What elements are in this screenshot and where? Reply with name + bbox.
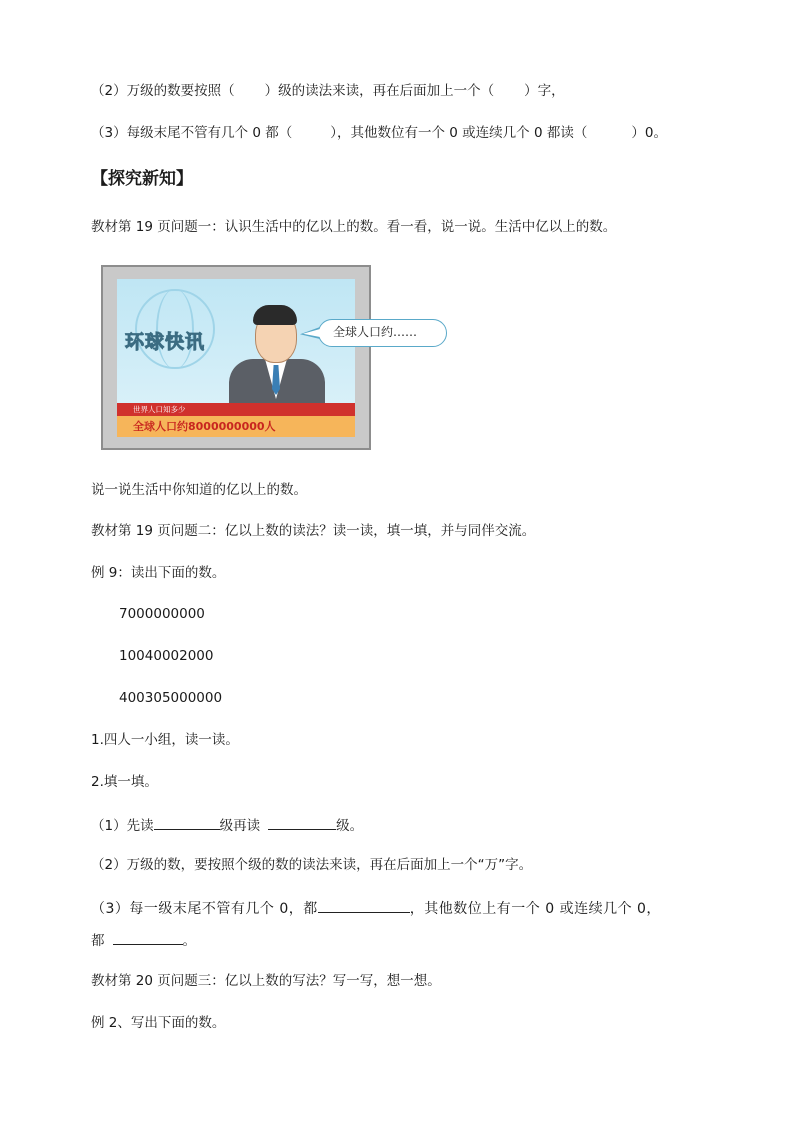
question-line-2 (91, 82, 565, 100)
section-heading: 【探究新知】 (91, 169, 193, 189)
text: 级。 (336, 818, 364, 834)
question-one: 教材第 19 页问题一：认识生活中的亿以上的数。看一看，说一说。生活中亿以上的数。 (91, 219, 617, 235)
text: （3）每一级末尾不管有几个 0，都 (91, 901, 318, 917)
text: 都 (91, 933, 105, 949)
blank-field[interactable] (318, 898, 410, 913)
fill-line-2: （2）万级的数，要按照个级的数的读法来读，再在后面加上一个“万”字。 (91, 857, 533, 873)
news-logo: 环球快讯 (125, 331, 206, 353)
step-1: 1.四人一小组，读一读。 (91, 732, 239, 748)
question-two: 教材第 19 页问题二：亿以上数的读法？读一读，填一填，并与同伴交流。 (91, 523, 536, 539)
question-three: 教材第 20 页问题三：亿以上数的写法？写一写，想一想。 (91, 973, 441, 989)
anchor-hair (253, 305, 297, 325)
ticker-top: 世界人口知多少 (117, 403, 355, 416)
question-line-3 (91, 124, 667, 142)
step-2: 2.填一填。 (91, 774, 158, 790)
fill-line-3-cont (91, 930, 196, 950)
text: ）级的读法来读，再在后面加上一个（ (264, 83, 495, 99)
example-9: 例 9：读出下面的数。 (91, 565, 226, 581)
fill-line-3 (91, 898, 661, 918)
blank-field[interactable] (154, 815, 220, 830)
text: ），其他数位有一个 0 或连续几个 0 都读（ (330, 125, 588, 141)
text: ）字， (524, 83, 565, 99)
speech-bubble: 全球人口约…… (318, 319, 447, 347)
ticker-bottom: 全球人口约8000000000人 (117, 416, 355, 437)
number-3: 400305000000 (119, 690, 223, 706)
say-line: 说一说生活中你知道的亿以上的数。 (91, 482, 307, 498)
text: （2）万级的数要按照（ (91, 83, 235, 99)
blank-field[interactable] (113, 930, 183, 945)
text: 。 (182, 933, 196, 949)
tv-illustration (101, 265, 371, 450)
fill-line-1 (91, 815, 363, 835)
text: （1）先读 (91, 818, 154, 834)
example-2: 例 2、写出下面的数。 (91, 1015, 226, 1031)
text: ）0。 (631, 125, 667, 141)
tv-screen (117, 279, 355, 437)
blank-field[interactable] (268, 815, 336, 830)
text: ，其他数位上有一个 0 或连续几个 0， (409, 901, 661, 917)
text: （3）每级末尾不管有几个 0 都（ (91, 125, 293, 141)
text: 级再读 (219, 818, 261, 834)
number-2: 10040002000 (119, 648, 214, 664)
number-1: 7000000000 (119, 606, 205, 622)
